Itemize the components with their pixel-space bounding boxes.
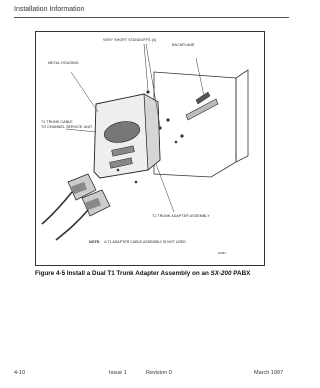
label-adapter-assembly: T1 TRUNK ADAPTER ASSEMBLY: [152, 214, 210, 218]
adapter-illustration: [36, 32, 264, 265]
figure-note: [89, 240, 186, 244]
footer-date: March 1997: [254, 370, 284, 376]
label-t1-cable-line2: TO CHANNEL SERVICE UNIT: [41, 125, 93, 129]
caption-prefix: Figure 4-5 Install a Dual T1 Trunk Adapter Assembly on an: [35, 270, 211, 277]
label-standoffs: VERY SHORT STANDOFFS (4): [103, 38, 157, 42]
caption-product: SX-200: [210, 270, 232, 277]
label-backplane: BACKPLANE: [172, 43, 195, 47]
figure-code: 02484: [218, 251, 226, 255]
footer-revision: Revision 0: [146, 370, 172, 376]
caption-suffix: PABX: [231, 270, 251, 277]
header-divider: [14, 17, 289, 18]
note-label: NOTE:: [89, 240, 101, 244]
page-header: Installation Information: [14, 6, 85, 13]
label-t1-cable-line1: T1 TRUNK CABLE: [41, 120, 73, 124]
figure-frame: [35, 31, 265, 266]
footer-issue: Issue 1: [109, 370, 127, 376]
label-metal-housing: METAL HOUSING: [48, 61, 79, 65]
figure-caption: [35, 270, 250, 277]
note-text: A T1 ADAPTER CABLE ASSEMBLY IS NOT USED: [104, 240, 186, 244]
footer-page-number: 4-10: [14, 370, 26, 376]
